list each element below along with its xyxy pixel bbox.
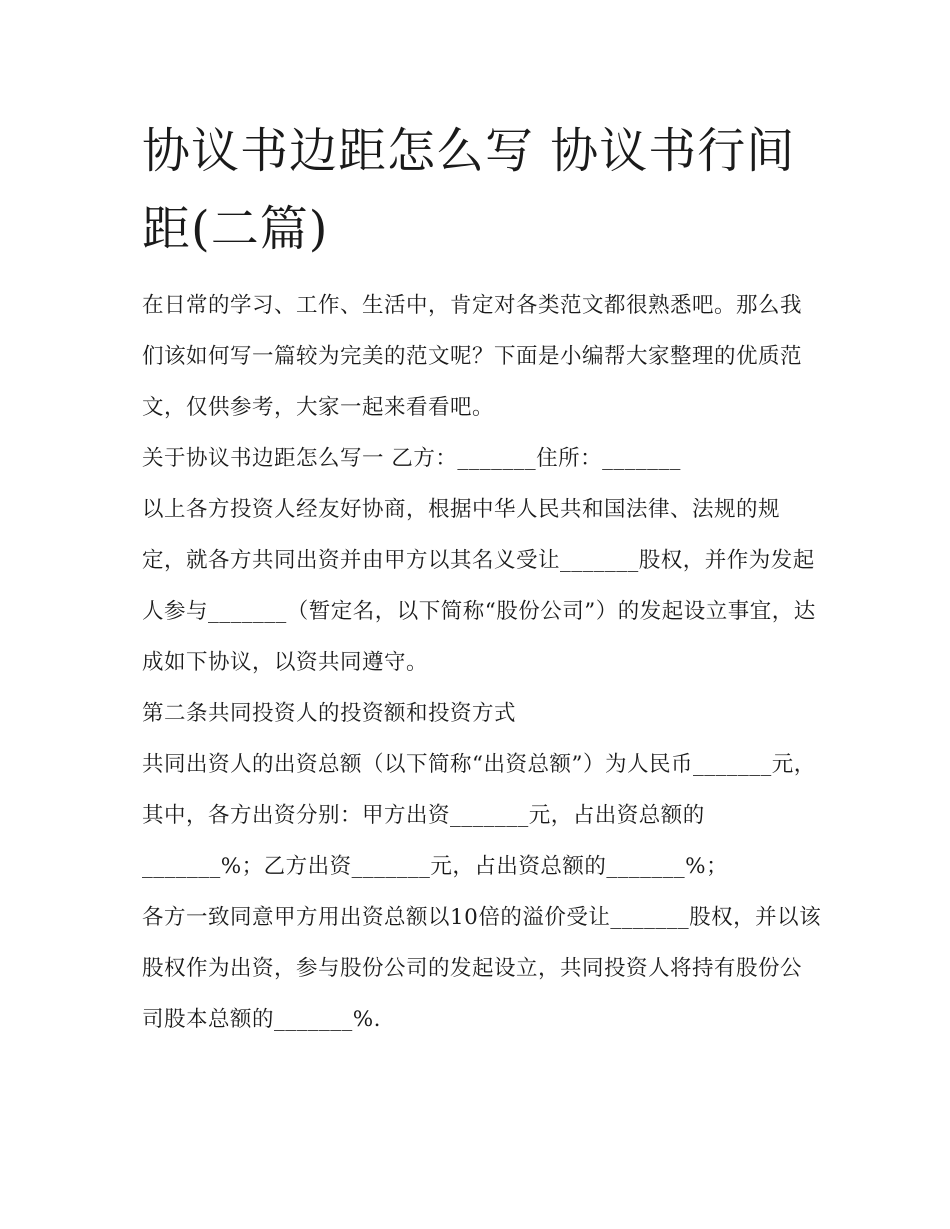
document-title: 协议书边距怎么写 协议书行间距(二篇) (142, 123, 796, 257)
investment-amount-paragraph: 共同出资人的出资总额（以下简称“出资总额”）为人民币_______元，其中，各方出资分别：甲方出资_______元，占出资总额的_______%；乙方出资_______元，占出资总额的_______%； (142, 752, 816, 879)
agreement-paragraph: 以上各方投资人经友好协商，根据中华人民共和国法律、法规的规定，就各方共同出资并由甲方以其名义受让_______股权，并作为发起人参与_______（暂定名，以下简称“股份公司”）的发起设立事宜，达成如下协议，以资共同遵守。 (142, 497, 816, 675)
premium-paragraph: 各方一致同意甲方用出资总额以10倍的溢价受让_______股权，并以该股权作为出资，参与股份公司的发起设立，共同投资人将持有股份公司股本总额的_______%. (142, 905, 822, 1032)
section-heading: 第二条共同投资人的投资额和投资方式 (142, 701, 517, 726)
intro-paragraph: 在日常的学习、工作、生活中，肯定对各类范文都很熟悉吧。那么我们该如何写一篇较为完美的范文呢？下面是小编帮大家整理的优质范文，仅供参考，大家一起来看看吧。 (142, 293, 803, 420)
document-page (142, 112, 822, 1045)
party-b-paragraph: 关于协议书边距怎么写一 乙方：_______住所：_______ (142, 446, 681, 471)
